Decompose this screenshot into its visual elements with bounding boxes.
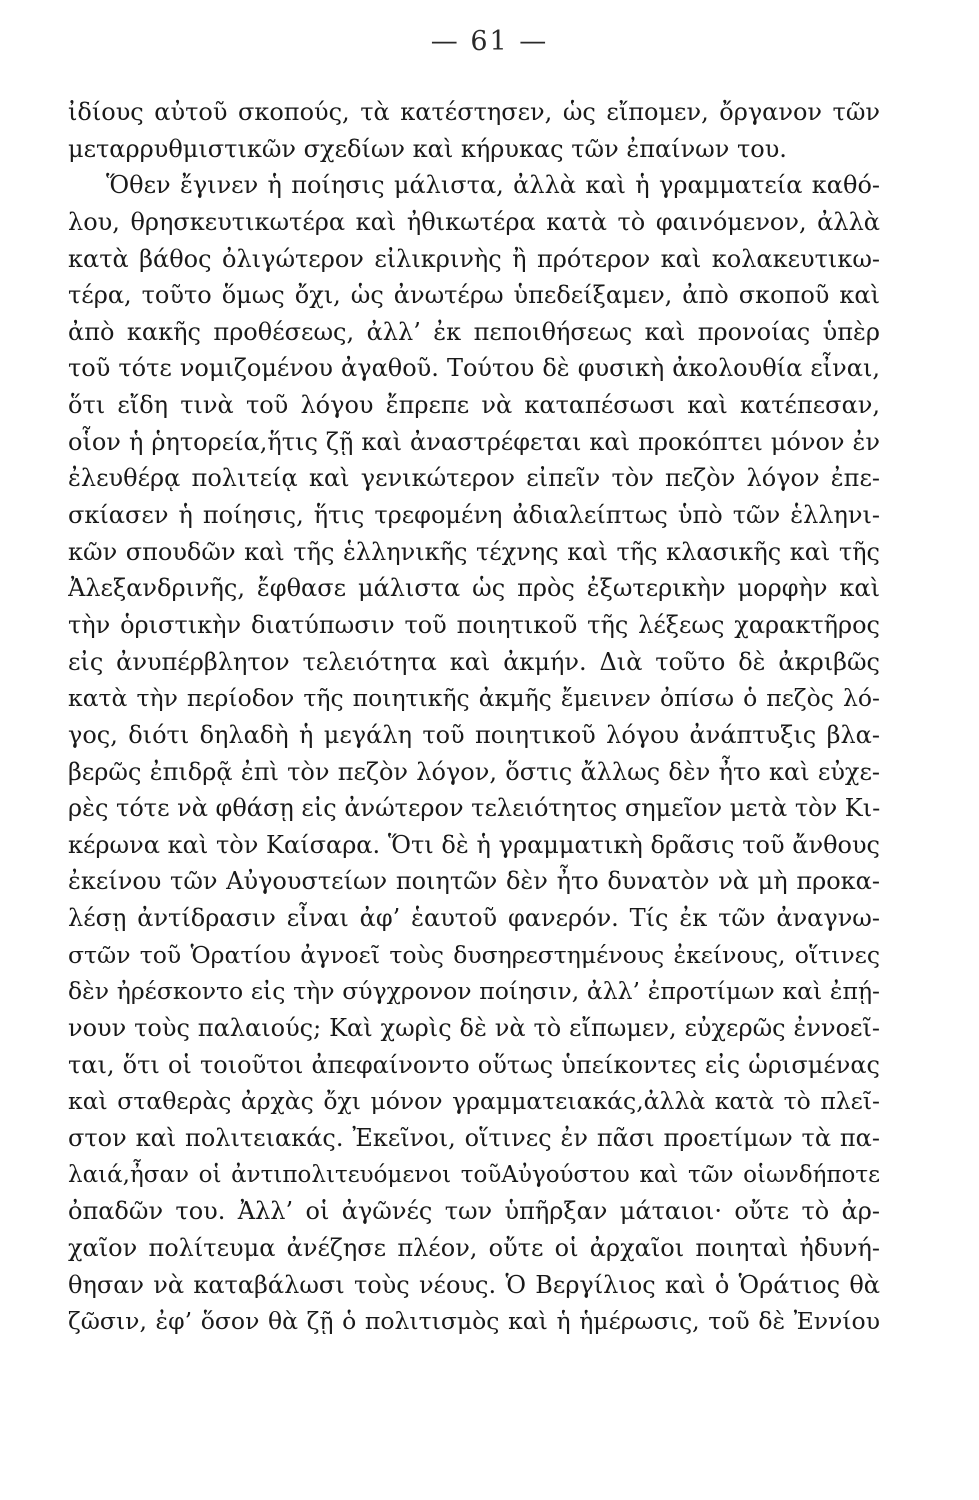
text-line: λέσῃ ἀντίδρασιν εἶναι ἀφ’ ἑαυτοῦ φανερόν. Τίς ἐκ τῶν ἀναγνω- — [68, 904, 880, 933]
text-line: Ὅθεν ἔγινεν ἡ ποίησις μάλιστα, ἀλλὰ καὶ ἡ γραμματεία καθό- — [106, 171, 880, 200]
text-line: μεταρρυθμιστικῶν σχεδίων καὶ κήρυκας τῶν ἐπαίνων του. — [68, 134, 787, 163]
text-line: δὲν ἠρέσκοντο εἰς τὴν σύγχρονον ποίησιν, ἀλλ’ ἐπροτίμων καὶ ἐπῄ- — [68, 977, 880, 1006]
text-line: λαιά,ἦσαν οἱ ἀντιπολιτευόμενοι τοῦΑὐγούστου καὶ τῶν οἱωνδήποτε — [68, 1161, 880, 1188]
text-line: ἰδίους αὐτοῦ σκοπούς, τὰ κατέστησεν, ὡς εἴπομεν, ὄργανον τῶν — [68, 98, 880, 126]
text-line: κατὰ τὴν περίοδον τῆς ποιητικῆς ἀκμῆς ἔμεινεν ὀπίσω ὁ πεζὸς λό- — [68, 684, 880, 713]
text-line: καὶ σταθερὰς ἀρχὰς ὄχι μόνον γραμματειακάς,ἀλλὰ κατὰ τὸ πλεῖ- — [68, 1087, 880, 1116]
text-line: κῶν σπουδῶν καὶ τῆς ἑλληνικῆς τέχνης καὶ τῆς κλασικῆς καὶ τῆς — [68, 537, 880, 566]
text-line: σκίασεν ἡ ποίησις, ἥτις τρεφομένη ἀδιαλείπτως ὑπὸ τῶν ἑλληνι- — [68, 501, 880, 530]
text-line: τέρα, τοῦτο ὅμως ὄχι, ὡς ἀνωτέρω ὑπεδείξαμεν, ἀπὸ σκοποῦ καὶ — [68, 281, 880, 310]
text-line: οἷον ἡ ῥητορεία,ἥτις ζῇ καὶ ἀναστρέφεται καὶ προκόπτει μόνον ἐν — [68, 427, 880, 456]
text-line: ζῶσιν, ἐφ’ ὅσον θὰ ζῇ ὁ πολιτισμὸς καὶ ἡ ἡμέρωσις, τοῦ δὲ Ἐννίου — [68, 1307, 880, 1336]
text-line: ἐλευθέρᾳ πολιτείᾳ καὶ γενικώτερον εἰπεῖν τὸν πεζὸν λόγον ἐπε- — [68, 464, 880, 493]
text-line: ὅτι εἴδη τινὰ τοῦ λόγου ἔπρεπε νὰ καταπέσωσι καὶ κατέπεσαν, — [68, 391, 880, 420]
text-line: ὀπαδῶν του. Ἀλλ’ οἱ ἀγῶνές των ὑπῆρξαν μάταιοι· οὔτε τὸ ἀρ- — [68, 1197, 880, 1226]
text-line: Ἀλεξανδρινῆς, ἔφθασε μάλιστα ὡς πρὸς ἐξωτερικὴν μορφὴν καὶ — [68, 574, 880, 603]
text-line: εἰς ἀνυπέρβλητον τελειότητα καὶ ἀκμήν. Διὰ τοῦτο δὲ ἀκριβῶς — [68, 647, 880, 676]
page-number: — 61 — — [430, 26, 549, 57]
text-line: ται, ὅτι οἱ τοιοῦτοι ἀπεφαίνοντο οὕτως ὑπείκοντες εἰς ὡρισμένας — [68, 1050, 880, 1079]
text-line: χαῖον πολίτευμα ἀνέζησε πλέον, οὔτε οἱ ἀρχαῖοι ποιηταὶ ἠδυνή- — [68, 1233, 880, 1262]
text-line: ἐκείνου τῶν Αὐγουστείων ποιητῶν δὲν ἦτο δυνατὸν νὰ μὴ προκα- — [68, 867, 880, 896]
text-line: ἀπὸ κακῆς προθέσεως, ἀλλ’ ἐκ πεποιθήσεως καὶ προνοίας ὑπὲρ — [68, 317, 880, 346]
text-line: κέρωνα καὶ τὸν Καίσαρα. Ὅτι δὲ ἡ γραμματικὴ δρᾶσις τοῦ ἄνθους — [68, 830, 880, 859]
text-line: νουν τοὺς παλαιούς; Καὶ χωρὶς δὲ νὰ τὸ εἴπωμεν, εὐχερῶς ἐννοεῖ- — [68, 1014, 880, 1043]
text-line: βερῶς ἐπιδρᾷ ἐπὶ τὸν πεζὸν λόγον, ὅστις ἄλλως δὲν ἦτο καὶ εὐχε- — [68, 757, 880, 786]
text-line: στῶν τοῦ Ὁρατίου ἀγνοεῖ τοὺς δυσηρεστημένους ἐκείνους, οἵτινες — [68, 940, 880, 969]
body-text — [68, 94, 880, 1340]
text-line: κατὰ βάθος ὀλιγώτερον εἰλικρινὴς ἢ πρότερον καὶ κολακευτικω- — [68, 244, 880, 273]
text-line: γος, διότι δηλαδὴ ἡ μεγάλη τοῦ ποιητικοῦ λόγου ἀνάπτυξις βλα- — [68, 720, 880, 749]
text-line: τοῦ τότε νομιζομένου ἀγαθοῦ. Τούτου δὲ φυσικὴ ἀκολουθία εἶναι, — [68, 354, 880, 383]
text-line: τὴν ὁριστικὴν διατύπωσιν τοῦ ποιητικοῦ τῆς λέξεως χαρακτῆρος — [68, 610, 880, 639]
text-line: ρὲς τότε νὰ φθάσῃ εἰς ἀνώτερον τελειότητος σημεῖον μετὰ τὸν Κι- — [68, 794, 880, 823]
text-line: λου, θρησκευτικωτέρα καὶ ἠθικωτέρα κατὰ τὸ φαινόμενον, ἀλλὰ — [68, 207, 880, 236]
text-line: στον καὶ πολιτειακάς. Ἐκεῖνοι, οἵτινες ἐν πᾶσι προετίμων τὰ πα- — [68, 1123, 880, 1152]
text-line: θησαν νὰ καταβάλωσι τοὺς νέους. Ὁ Βεργίλιος καὶ ὁ Ὁράτιος θὰ — [68, 1270, 880, 1299]
